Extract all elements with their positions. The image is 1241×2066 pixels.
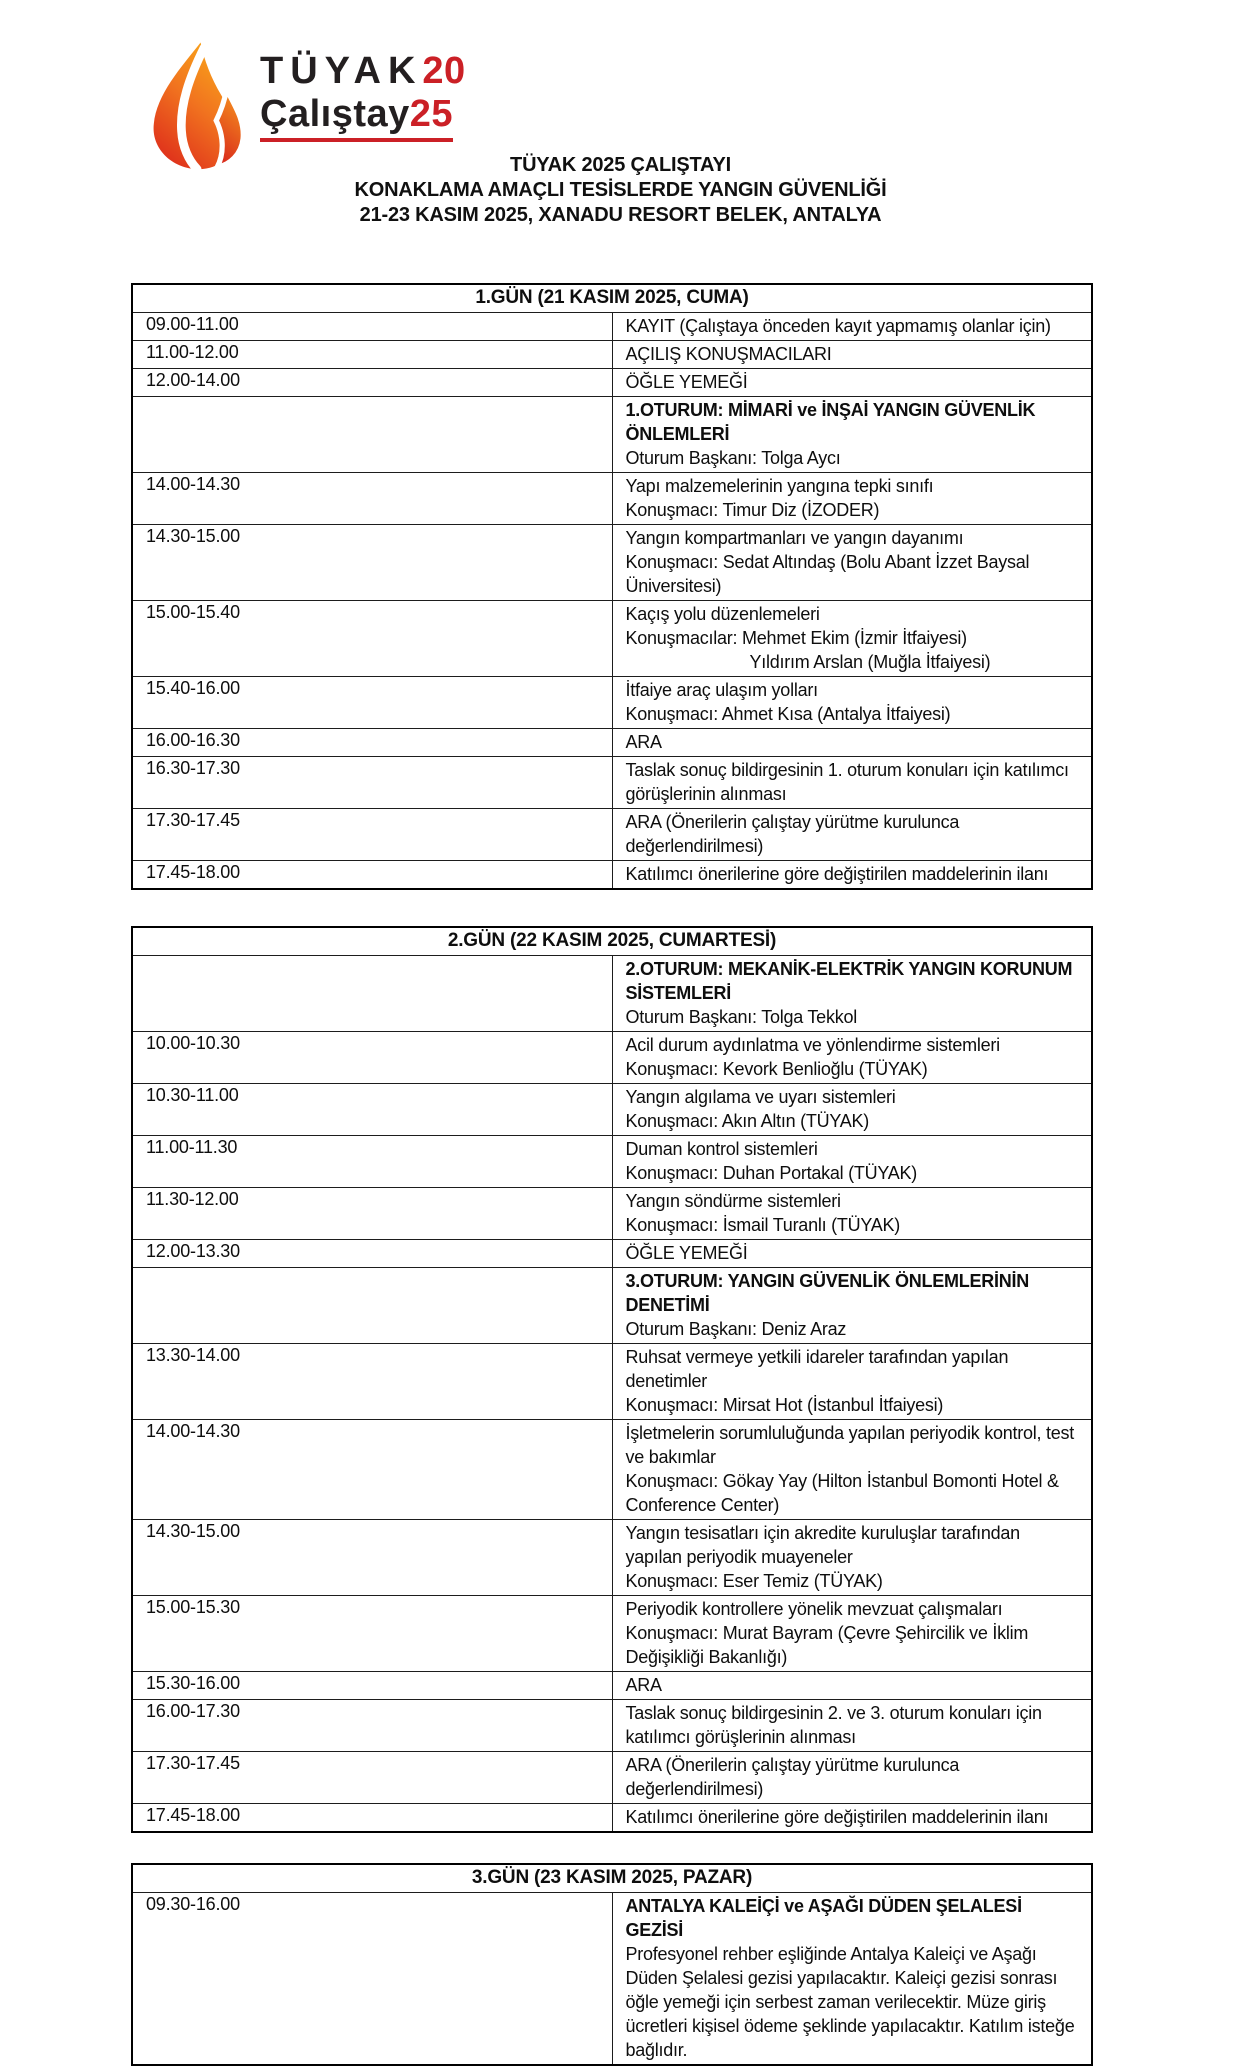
session-cell: [612, 397, 1092, 473]
time-cell: 13.30-14.00: [132, 1344, 612, 1420]
logo-year-20: 20: [422, 50, 466, 92]
schedule-row: [132, 397, 1092, 473]
flame-icon: [146, 40, 250, 156]
title-line-2: KONAKLAMA AMAÇLI TESİSLERDE YANGIN GÜVENLİĞİ: [354, 179, 887, 201]
schedule-row: [132, 369, 1092, 397]
schedule-row: [132, 1893, 1092, 2066]
title-line-1: TÜYAK 2025 ÇALIŞTAYI: [510, 154, 731, 176]
session-line: ÖĞLE YEMEĞİ: [625, 1243, 748, 1263]
session-line: Katılımcı önerilerine göre değiştirilen maddelerinin ilanı: [625, 1807, 1049, 1827]
time-cell: 17.45-18.00: [132, 861, 612, 890]
time-cell: 17.30-17.45: [132, 809, 612, 861]
session-line: Konuşmacı: İsmail Turanlı (TÜYAK): [625, 1215, 900, 1235]
session-cell: [612, 1420, 1092, 1520]
session-cell: [612, 1136, 1092, 1188]
session-line: Katılımcı önerilerine göre değiştirilen maddelerinin ilanı: [625, 864, 1049, 884]
time-cell: 11.30-12.00: [132, 1188, 612, 1240]
time-cell: 14.00-14.30: [132, 1420, 612, 1520]
time-cell: 16.00-16.30: [132, 729, 612, 757]
session-cell: [612, 861, 1092, 890]
session-line: ARA (Önerilerin çalıştay yürütme kurulunca değerlendirilmesi): [625, 1755, 960, 1799]
time-cell: 17.30-17.45: [132, 1752, 612, 1804]
session-cell: [612, 313, 1092, 341]
logo-word-calistay: Çalıştay: [260, 93, 410, 135]
schedule-row: [132, 1672, 1092, 1700]
session-line: Konuşmacı: Murat Bayram (Çevre Şehircilik ve İklim Değişikliği Bakanlığı): [625, 1623, 1029, 1667]
schedule-row: [132, 956, 1092, 1032]
session-line: Konuşmacı: Timur Diz (İZODER): [625, 500, 880, 520]
time-cell: [132, 397, 612, 473]
session-line: İtfaiye araç ulaşım yolları: [625, 680, 818, 700]
session-title-line: 1.OTURUM: MİMARİ ve İNŞAİ YANGIN GÜVENLİK ÖNLEMLERİ: [625, 400, 1036, 444]
schedule-row: [132, 729, 1092, 757]
title-line-3: 21-23 KASIM 2025, XANADU RESORT BELEK, ANTALYA: [359, 204, 882, 226]
schedule-row: [132, 809, 1092, 861]
schedule-table-day-1: [131, 283, 1093, 890]
time-cell: 17.45-18.00: [132, 1804, 612, 1833]
logo-word-tuyak: TÜYAK: [260, 50, 423, 92]
session-cell: [612, 1188, 1092, 1240]
schedule-row: [132, 1520, 1092, 1596]
session-cell: [612, 1520, 1092, 1596]
schedule-row: [132, 1420, 1092, 1520]
session-title-line: ANTALYA KALEİÇİ ve AŞAĞI DÜDEN ŞELALESİ GEZİSİ: [625, 1896, 1022, 1940]
schedule-row: [132, 677, 1092, 729]
session-line: Kaçış yolu düzenlemeleri: [625, 604, 820, 624]
session-line: Konuşmacı: Akın Altın (TÜYAK): [625, 1111, 870, 1131]
day-header: 1.GÜN (21 KASIM 2025, CUMA): [132, 284, 1092, 313]
session-cell: [612, 369, 1092, 397]
schedule-row: [132, 601, 1092, 677]
schedule-row: [132, 341, 1092, 369]
schedule-row: [132, 1268, 1092, 1344]
session-cell: [612, 601, 1092, 677]
session-line: AÇILIŞ KONUŞMACILARI: [625, 344, 832, 364]
session-cell: [612, 473, 1092, 525]
schedule-row: [132, 1188, 1092, 1240]
logo-text: [260, 40, 466, 142]
session-line: Yapı malzemelerinin yangına tepki sınıfı: [625, 476, 934, 496]
session-line: Yangın söndürme sistemleri: [625, 1191, 841, 1211]
session-line: Acil durum aydınlatma ve yönlendirme sistemleri: [625, 1035, 1000, 1055]
session-line: ARA: [625, 1675, 662, 1695]
time-cell: 11.00-11.30: [132, 1136, 612, 1188]
session-line: ARA: [625, 732, 662, 752]
schedule-row: [132, 861, 1092, 890]
schedule-row: [132, 757, 1092, 809]
schedule-row: [132, 1344, 1092, 1420]
time-cell: 15.00-15.30: [132, 1596, 612, 1672]
session-line: Oturum Başkanı: Tolga Tekkol: [625, 1007, 857, 1027]
session-line: ÖĞLE YEMEĞİ: [625, 372, 748, 392]
session-cell: [612, 341, 1092, 369]
session-line: Konuşmacı: Ahmet Kısa (Antalya İtfaiyesi): [625, 704, 951, 724]
session-line: KAYIT (Çalıştaya önceden kayıt yapmamış olanlar için): [625, 316, 1051, 336]
session-cell: [612, 757, 1092, 809]
time-cell: 12.00-14.00: [132, 369, 612, 397]
time-cell: 11.00-12.00: [132, 341, 612, 369]
schedule-row: [132, 473, 1092, 525]
session-cell: [612, 677, 1092, 729]
session-line: Yangın tesisatları için akredite kuruluşlar tarafından yapılan periyodik muayeneler: [625, 1523, 1020, 1567]
session-cell: [612, 1700, 1092, 1752]
logo-year-25: 25: [409, 93, 454, 135]
schedule-row: [132, 1032, 1092, 1084]
session-line: Konuşmacı: Sedat Altındaş (Bolu Abant İzzet Baysal Üniversitesi): [625, 552, 1030, 596]
time-cell: [132, 1268, 612, 1344]
session-cell: [612, 956, 1092, 1032]
session-line: ARA (Önerilerin çalıştay yürütme kurulunca değerlendirilmesi): [625, 812, 960, 856]
session-line: Konuşmacı: Kevork Benlioğlu (TÜYAK): [625, 1059, 928, 1079]
session-line: Yangın algılama ve uyarı sistemleri: [625, 1087, 896, 1107]
time-cell: 15.00-15.40: [132, 601, 612, 677]
session-cell: [612, 1032, 1092, 1084]
schedule-table-day-3: [131, 1863, 1093, 2066]
session-cell: [612, 1804, 1092, 1833]
session-line: Konuşmacı: Duhan Portakal (TÜYAK): [625, 1163, 918, 1183]
session-line: Konuşmacı: Eser Temiz (TÜYAK): [625, 1571, 883, 1591]
schedule-table-day-2: [131, 926, 1093, 1833]
schedule-row: [132, 1700, 1092, 1752]
session-line: Yangın kompartmanları ve yangın dayanımı: [625, 528, 964, 548]
session-line: Konuşmacılar: Mehmet Ekim (İzmir İtfaiyesi): [625, 628, 967, 648]
session-cell: [612, 1084, 1092, 1136]
tuyak-logo: [146, 40, 466, 156]
time-cell: 12.00-13.30: [132, 1240, 612, 1268]
logo-line-2: [260, 93, 466, 142]
day-header: 2.GÜN (22 KASIM 2025, CUMARTESİ): [132, 927, 1092, 956]
session-line: Taslak sonuç bildirgesinin 1. oturum konuları için katılımcı görüşlerinin alınması: [625, 760, 1069, 804]
session-cell: [612, 1344, 1092, 1420]
session-line: Konuşmacı: Mirsat Hot (İstanbul İtfaiyesi): [625, 1395, 944, 1415]
logo-line-1: [260, 50, 466, 93]
schedule-row: [132, 1752, 1092, 1804]
session-cell: [612, 1268, 1092, 1344]
session-line: Oturum Başkanı: Deniz Araz: [625, 1319, 847, 1339]
session-cell: [612, 1596, 1092, 1672]
session-line: Periyodik kontrollere yönelik mevzuat çalışmaları: [625, 1599, 1003, 1619]
schedule-row: [132, 1804, 1092, 1833]
session-line: Ruhsat vermeye yetkili idareler tarafından yapılan denetimler: [625, 1347, 1009, 1391]
session-line: İşletmelerin sorumluluğunda yapılan periyodik kontrol, test ve bakımlar: [625, 1423, 1074, 1467]
time-cell: 14.00-14.30: [132, 473, 612, 525]
session-line: Profesyonel rehber eşliğinde Antalya Kaleiçi ve Aşağı Düden Şelalesi gezisi yapılacaktır. Kaleiçi gezisi sonrası öğle yemeği için serbest zaman verilecektir. Müze giriş ücretleri kişisel ödeme şeklinde yapılacaktır. Katılım isteğe bağlıdır.: [625, 1944, 1075, 2060]
schedule-row: [132, 313, 1092, 341]
session-cell: [612, 1893, 1092, 2066]
schedule-row: [132, 1596, 1092, 1672]
session-cell: [612, 729, 1092, 757]
time-cell: 09.00-11.00: [132, 313, 612, 341]
schedule-tables: [131, 283, 1093, 2066]
time-cell: 10.30-11.00: [132, 1084, 612, 1136]
session-line: Duman kontrol sistemleri: [625, 1139, 818, 1159]
time-cell: 16.30-17.30: [132, 757, 612, 809]
schedule-row: [132, 1136, 1092, 1188]
schedule-row: [132, 1084, 1092, 1136]
session-cell: [612, 809, 1092, 861]
schedule-row: [132, 1240, 1092, 1268]
time-cell: 09.30-16.00: [132, 1893, 612, 2066]
time-cell: 14.30-15.00: [132, 1520, 612, 1596]
time-cell: 15.30-16.00: [132, 1672, 612, 1700]
time-cell: 15.40-16.00: [132, 677, 612, 729]
day-header: 3.GÜN (23 KASIM 2025, PAZAR): [132, 1864, 1092, 1893]
session-title-line: 2.OTURUM: MEKANİK-ELEKTRİK YANGIN KORUNUM SİSTEMLERİ: [625, 959, 1073, 1003]
session-cell: [612, 525, 1092, 601]
session-line: Konuşmacı: Gökay Yay (Hilton İstanbul Bomonti Hotel & Conference Center): [625, 1471, 1059, 1515]
time-cell: 10.00-10.30: [132, 1032, 612, 1084]
session-line: Taslak sonuç bildirgesinin 2. ve 3. oturum konuları için katılımcı görüşlerinin alınması: [625, 1703, 1042, 1747]
document-title: [0, 153, 1241, 228]
time-cell: 14.30-15.00: [132, 525, 612, 601]
time-cell: [132, 956, 612, 1032]
session-title-line: 3.OTURUM: YANGIN GÜVENLİK ÖNLEMLERİNİN DENETİMİ: [625, 1271, 1030, 1315]
session-cell: [612, 1752, 1092, 1804]
session-line: Oturum Başkanı: Tolga Aycı: [625, 448, 841, 468]
session-line: Yıldırım Arslan (Muğla İtfaiyesi): [749, 652, 991, 672]
session-cell: [612, 1672, 1092, 1700]
session-cell: [612, 1240, 1092, 1268]
schedule-row: [132, 525, 1092, 601]
time-cell: 16.00-17.30: [132, 1700, 612, 1752]
